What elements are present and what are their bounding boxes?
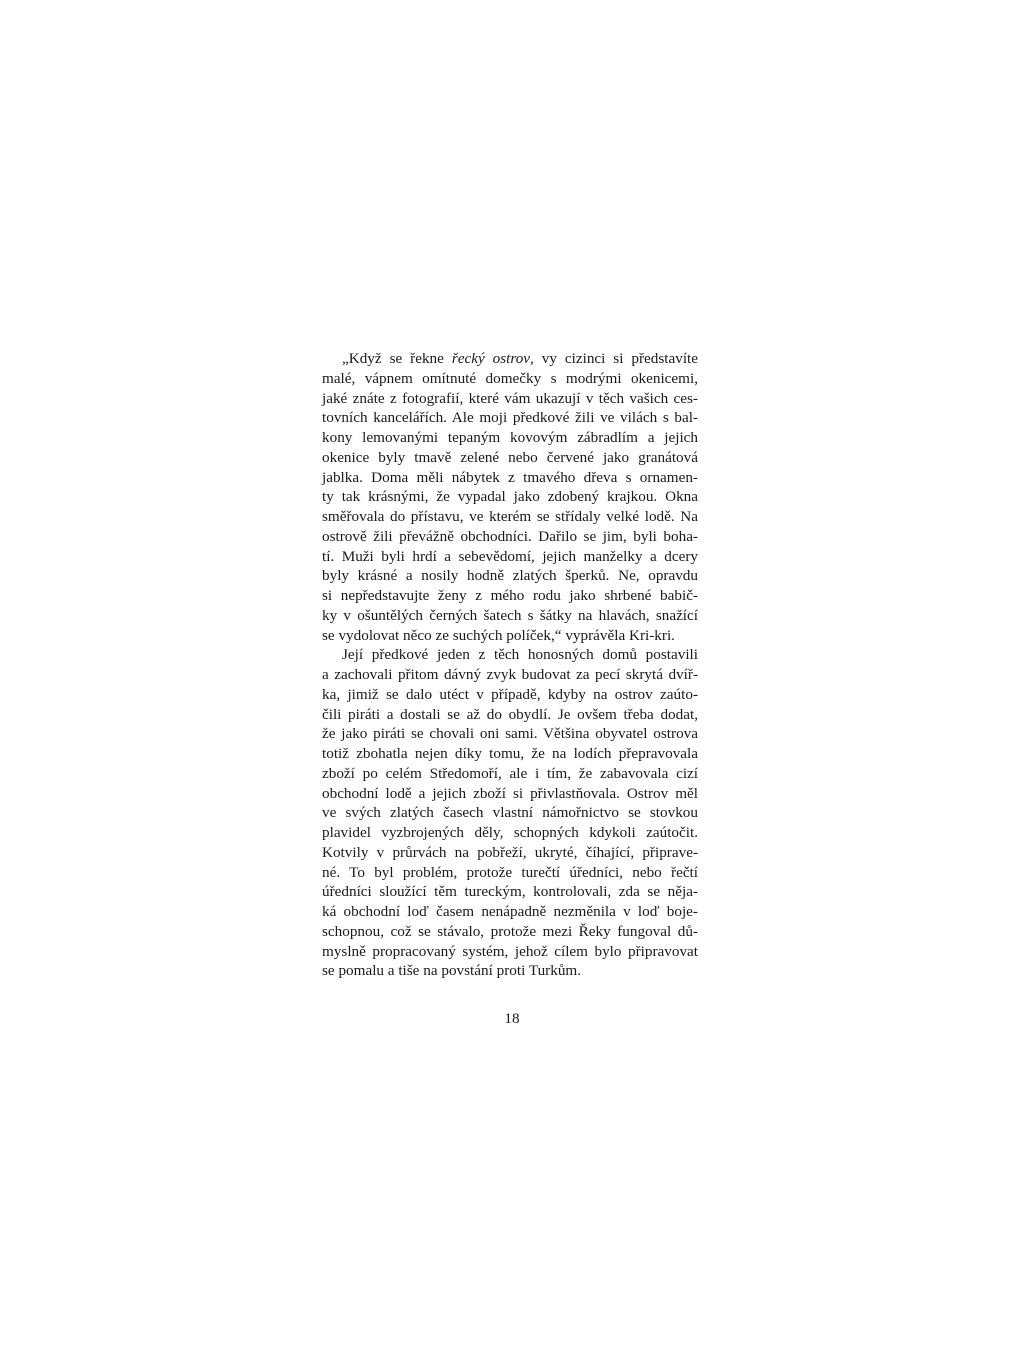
text-line: byly krásné a nosily hodně zlatých šperků. Ne, opravdu xyxy=(322,567,698,585)
text-line: „Když se řekne řecký ostrov, vy cizinci si představíte xyxy=(342,350,699,367)
text-line: tí. Muži byli hrdí a sebevědomí, jejich manželky a dcery xyxy=(322,547,698,565)
text-line: myslně propracovaný systém, jehož cílem bylo připravovat xyxy=(322,942,698,960)
text-line: jaké znáte z fotografií, které vám ukazují v těch vašich ces- xyxy=(322,389,698,407)
text-line: tovních kancelářích. Ale moji předkové žili ve vilách s bal- xyxy=(322,409,698,427)
text-line: totiž zbohatla nejen díky tomu, že na lodích přepravovala xyxy=(322,745,698,762)
text-line: ostrově žili převážně obchodníci. Dařilo se jim, byli boha- xyxy=(322,527,698,545)
text-line: zboží po celém Středomoří, ale i tím, že zabavovala cizí xyxy=(322,764,698,782)
text-line: ká obchodní loď časem nenápadně nezměnila v loď boje- xyxy=(322,903,698,920)
text-line: ty tak krásnými, že vypadal jako zdobený krajkou. Okna xyxy=(322,488,698,506)
text-line: jablka. Doma měli nábytek z tmavého dřeva s ornamen- xyxy=(322,468,698,486)
text-line: ka, jimiž se dalo utéct v případě, kdyby na ostrov zaúto- xyxy=(322,685,698,703)
text-line: Její předkové jeden z těch honosných domů postavili xyxy=(342,646,698,664)
text-line: ve svých zlatých časech vlastní námořnictvo se stovkou xyxy=(322,804,698,822)
text-line: schopnou, což se stávalo, protože mezi Řeky fungoval dů- xyxy=(322,922,698,940)
text-line: obchodní lodě a jejich zboží si přivlastňovala. Ostrov měl xyxy=(322,784,698,802)
text-line: úředníci sloužící těm tureckým, kontrolovali, zda se něja- xyxy=(322,883,698,901)
text-line: malé, vápnem omítnuté domečky s modrými okenicemi, xyxy=(322,369,698,387)
text-line: čili piráti a dostali se až do obydlí. Je ovšem třeba dodat, xyxy=(322,705,698,723)
text-line: ky v ošuntělých černých šatech s šátky na hlavách, snažící xyxy=(322,606,698,624)
text-line: se pomalu a tiše na povstání proti Turkům. xyxy=(322,962,582,980)
page-number: 18 xyxy=(504,1010,520,1027)
text-line: směřovala do přístavu, ve kterém se střídaly velké lodě. Na xyxy=(322,508,698,525)
text-line: Kotvily v průrvách na pobřeží, ukryté, číhající, připrave- xyxy=(322,843,698,861)
text-line: si nepředstavujte ženy z mého rodu jako shrbené babič- xyxy=(322,587,698,604)
text-line: okenice byly tmavě zelené nebo červené jako granátová xyxy=(322,448,698,466)
body-text xyxy=(322,349,698,981)
emphasized-phrase: řecký ostrov xyxy=(451,350,531,367)
text-line: né. To byl problém, protože turečtí úředníci, nebo řečtí xyxy=(322,863,698,881)
text-line: a zachovali přitom dávný zvyk budovat za pecí skrytá dvíř- xyxy=(322,666,698,683)
paragraph-1 xyxy=(322,349,698,645)
paragraph-2 xyxy=(322,645,698,981)
text-line: kony lemovanými tepaným kovovým zábradlím a jejich xyxy=(322,429,698,446)
text-line: se vydolovat něco ze suchých políček,“ vyprávěla Kri-kri. xyxy=(322,626,675,644)
text-line: že jako piráti se chovali oni sami. Většina obyvatel ostrova xyxy=(322,725,698,743)
text-line: plavidel vyzbrojených děly, schopných kdykoli zaútočit. xyxy=(322,824,698,841)
